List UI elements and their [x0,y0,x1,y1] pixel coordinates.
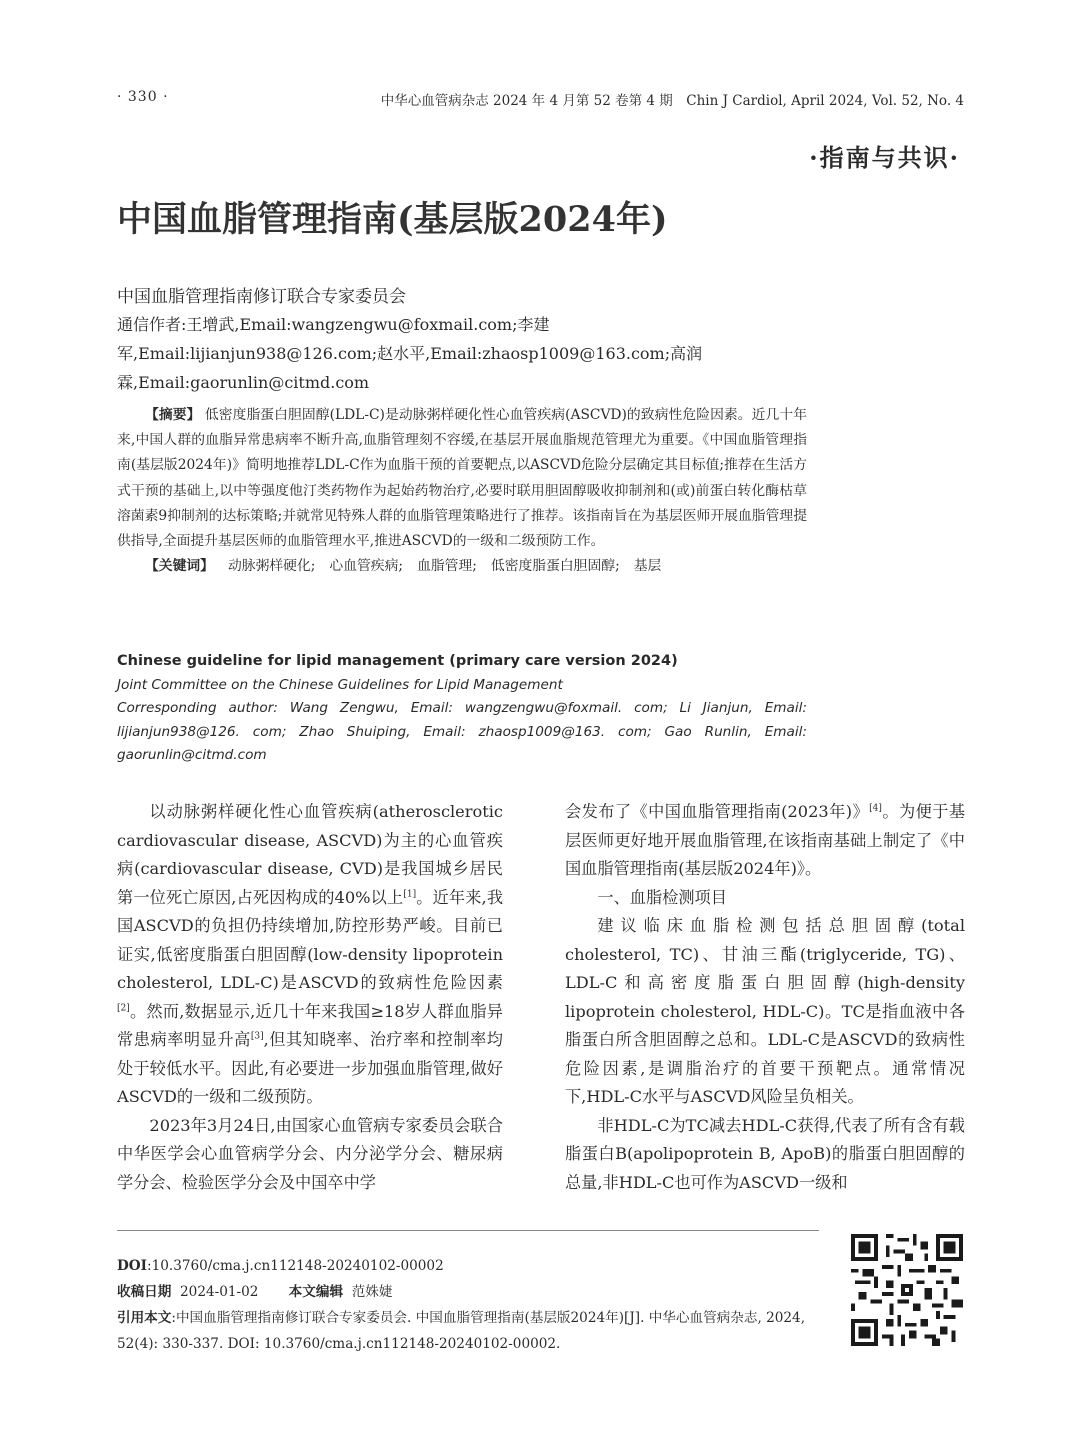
section-label: ·指南与共识· [809,143,960,172]
doi-line [117,1253,819,1279]
corresponding-authors: 通信作者:王增武,Email:wangzengwu@foxmail.com;李建军,Email:lijianjun938@126.com;赵水平,Email:zhaosp1009@163.com;高润霖,Email:gaorunlin@citmd.com [117,315,703,392]
page-number: · 330 · [117,89,169,105]
received-line [117,1279,819,1305]
article-title: 中国血脂管理指南(基层版2024年) [117,199,668,240]
keyword: 心血管疾病; [329,558,404,575]
received-label: 收稿日期 [117,1284,172,1300]
text-run: ,但其知晓率、治疗率和控制率均处于较低水平。因此,有必要进一步加强血脂管理,做好ASCVD的一级和二级预防。 [117,1030,503,1106]
footer-divider [117,1230,819,1231]
abstract-block [117,403,807,579]
keyword: 低密度脂蛋白胆固醇; [490,558,620,575]
ref-link[interactable]: [4] [869,803,882,814]
article-footer [117,1253,819,1357]
received-date: 2024-01-02 [180,1284,259,1300]
abstract-label: 【摘要】 [145,407,201,423]
body-paragraph [565,798,965,884]
text-run: 。近年来,我国ASCVD的负担仍持续增加,防控形势严峻。目前已证实,低密度脂蛋白胆固醇(low-density lipoprotein cholesterol, LDL-C)是ASCVD的致病性危险因素 [117,887,504,992]
citation-line [117,1305,819,1357]
citation-text: :中国血脂管理指南修订联合专家委员会. 中国血脂管理指南(基层版2024年)[J]. 中华心血管病杂志, 2024, 52(4): 330-337. DOI: 10.3760/cma.j.cn112148-20240102-00002. [117,1310,806,1352]
ref-link[interactable]: [1] [403,889,417,900]
keywords [117,554,807,579]
keyword: 基层 [633,558,662,575]
keyword: 动脉粥样硬化; [227,558,316,575]
keywords-label: 【关键词】 [145,558,214,575]
journal-header: 中华心血管病杂志 2024 年 4 月第 52 卷第 4 期 Chin J Cardiol, April 2024, Vol. 52, No. 4 [380,93,964,109]
text-run: 。为便于基层医师更好地开展血脂管理,在该指南基础上制定了《中国血脂管理指南(基层版2024年)》。 [565,802,966,878]
english-committee: Joint Committee on the Chinese Guidelines for Lipid Management [117,676,563,693]
text-run: 以动脉粥样硬化性心血管疾病(atherosclerotic cardiovascular disease, ASCVD)为主的心血管疾病(cardiovascular disease, CVD)是我国城乡居民第一位死亡原因,占死因构成的40%以上 [117,802,503,907]
english-title: Chinese guideline for lipid management (primary care version 2024) [117,653,678,669]
citation-label: 引用本文 [117,1310,172,1326]
ref-link[interactable]: [3] [250,1031,264,1042]
qr-code-icon[interactable] [851,1234,963,1346]
doi-value[interactable]: :10.3760/cma.j.cn112148-20240102-00002 [147,1258,444,1274]
keyword: 血脂管理; [417,558,477,575]
editor-name: 范姝婕 [351,1284,393,1300]
body-column-left [117,798,503,1197]
body-paragraph: 2023年3月24日,由国家心血管病专家委员会联合中华医学会心血管病学分会、内分泌学分会、糖尿病学分会、检验医学分会及中国卒中学 [117,1115,503,1192]
body-paragraph: 建议临床血脂检测包括总胆固醇(total cholesterol, TC)、甘油三酯(triglyceride, TG)、LDL-C和高密度脂蛋白胆固醇(high-density lipoprotein cholesterol, HDL-C)。TC是指血液中各脂蛋白所含胆固醇之总和。LDL-C是ASCVD的致病性危险因素,是调脂治疗的首要干预靶点。通常情况下,HDL-C水平与ASCVD风险呈负相关。 [565,916,965,1106]
english-corresponding: Corresponding author: Wang Zengwu, Email: wangzengwu@foxmail. com; Li Jianjun, Email: lijianjun938@126. com; Zhao Shuiping, Email: zhaosp1009@163. com; Gao Runlin, Email: gaorunlin@citmd.com [117,700,807,763]
abstract-paragraph [117,403,807,554]
doi-label: DOI [117,1258,147,1274]
section-heading: 一、血脂检测项目 [597,887,727,907]
abstract-text: 低密度脂蛋白胆固醇(LDL-C)是动脉粥样硬化性心血管疾病(ASCVD)的致病性危险因素。近几十年来,中国人群的血脂异常患病率不断升高,血脂管理刻不容缓,在基层开展血脂规范管理尤为重要。《中国血脂管理指南(基层版2024年)》简明地推荐LDL-C作为血脂干预的首要靶点,以ASCVD危险分层确定其目标值;推荐在生活方式干预的基础上,以中等强度他汀类药物作为起始药物治疗,必要时联用胆固醇吸收抑制剂和(或)前蛋白转化酶枯草溶菌素9抑制剂的达标策略;并就常见特殊人群的血脂管理策略进行了推荐。该指南旨在为基层医师开展血脂管理提供指导,全面提升基层医师的血脂管理水平,推进ASCVD的一级和二级预防工作。 [117,407,807,550]
ref-link[interactable]: [2] [117,1003,130,1014]
text-run: 会发布了《中国血脂管理指南(2023年)》 [565,802,870,821]
body-paragraph: 非HDL-C为TC减去HDL-C获得,代表了所有含有载脂蛋白B(apolipoprotein B, ApoB)的脂蛋白胆固醇的总量,非HDL-C也可作为ASCVD一级和 [565,1115,965,1192]
editor-label: 本文编辑 [288,1284,344,1300]
body-column-right [565,798,965,1197]
english-abstract-header [117,650,807,768]
text-run: 。然而,数据显示,近几十年来我国≥18岁人群血脂异常患病率明显升高 [117,1001,503,1049]
author-committee: 中国血脂管理指南修订联合专家委员会 [117,287,406,307]
body-paragraph [117,798,503,1112]
